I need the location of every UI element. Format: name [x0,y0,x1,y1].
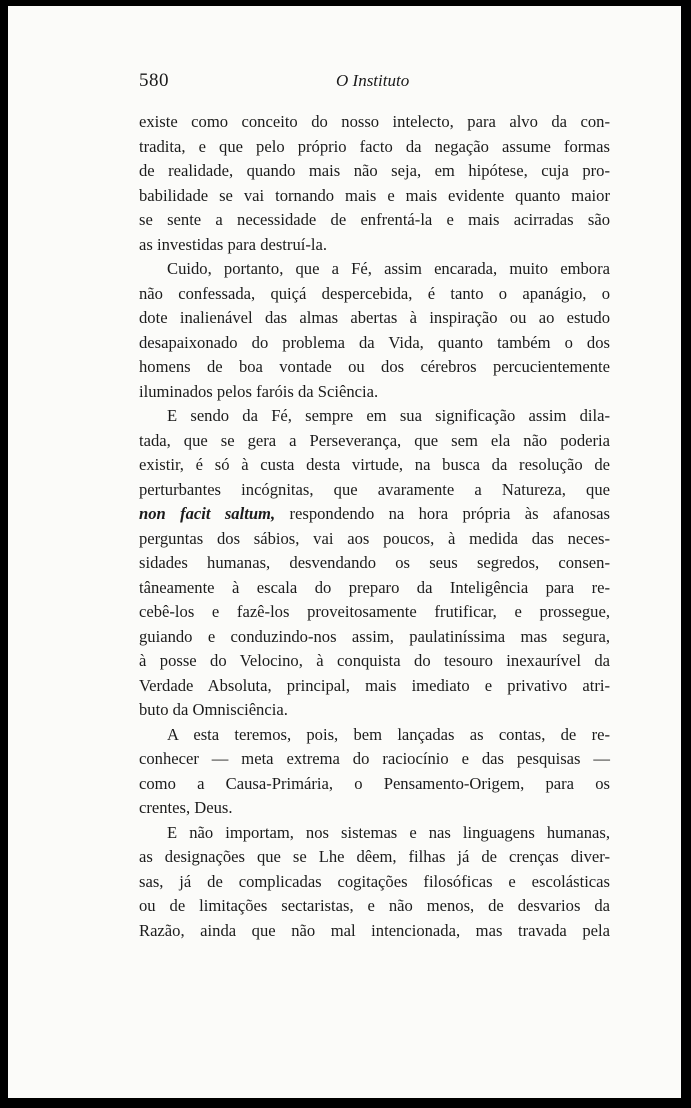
text-line: A esta teremos, pois, bem lançadas as contas, de re- [167,724,610,744]
paragraph-1 [139,110,610,257]
text-line: à posse do Velocino, à conquista do tesouro inexaurível da [139,651,610,670]
page-header [139,70,609,96]
text-line: conhecer — meta extrema do raciocínio e das pesquisas — [139,749,610,768]
text-line: existe como conceito do nosso intelecto, para alvo da con- [139,112,610,131]
text-line: tradita, e que pelo próprio facto da negação assume formas [139,136,610,156]
text-line: homens de boa vontade ou dos cérebros percucientemente [139,357,610,376]
text-line: Verdade Absoluta, principal, mais imediato e privativo atri- [139,675,610,695]
text-line: sidades humanas, desvendando os seus segredos, consen- [139,553,610,572]
text-line: babilidade se vai tornando mais e mais evidente quanto maior [139,185,610,205]
text-line: sas, já de complicadas cogitações filosóficas e escolásticas [139,871,610,891]
text-line: tâneamente à escala do preparo da Inteligência para re- [139,577,610,597]
running-title: O Instituto [336,71,410,90]
text-line: iluminados pelos faróis da Sciência. [139,381,379,401]
text-line: dote inalienável das almas abertas à inspiração ou ao estudo [139,308,610,327]
text-line: se sente a necessidade de enfrentá-la e mais acirradas são [139,210,610,229]
paragraph-4 [139,723,610,821]
text-line: não confessada, quiçá despercebida, é tanto o apanágio, o [139,283,610,303]
text-line: crentes, Deus. [139,798,233,817]
text-line: de realidade, quando mais não seja, em hipótese, cuja pro- [139,161,610,180]
text-line: perturbantes incógnitas, que avaramente a Natureza, que [139,479,610,499]
text-line: desapaixonado do problema da Vida, quanto também o dos [139,332,610,352]
text-line: cebê-los e fazê-los proveitosamente frutificar, e prossegue, [139,602,610,621]
text-line: as designações que se Lhe dêem, filhas já de crenças diver- [139,847,610,866]
text-line: E sendo da Fé, sempre em sua significação assim dila- [167,406,610,425]
text-line: existir, é só à custa desta virtude, na busca da resolução de [139,455,610,474]
line-remainder: respondendo na hora própria às afanosas [275,504,611,523]
page-number: 580 [139,70,169,91]
text-line: tada, que se gera a Perseverança, que sem ela não poderia [139,430,610,450]
text-line: Razão, ainda que não mal intencionada, mas travada pela [139,920,610,940]
paragraph-3 [139,404,610,723]
text-line: buto da Omnisciência. [139,700,288,719]
text-line: as investidas para destruí-la. [139,234,328,254]
body-text [139,110,610,943]
paragraph-2 [139,257,610,404]
text-line: ou de limitações sectaristas, e não menos, de desvarios da [139,896,610,915]
text-line: como a Causa-Primária, o Pensamento-Origem, para os [139,773,610,793]
italic-phrase: non facit saltum, [139,504,276,523]
text-line: E não importam, nos sistemas e nas linguagens humanas, [167,822,610,842]
text-line: guiando e conduzindo-nos assim, paulatiníssima mas segura, [139,626,610,646]
text-line: perguntas dos sábios, vai aos poucos, à medida das neces- [139,528,610,548]
text-line-italic-phrase [139,502,610,527]
text-line: Cuido, portanto, que a Fé, assim encarada, muito embora [167,259,610,278]
paragraph-5 [139,821,610,944]
